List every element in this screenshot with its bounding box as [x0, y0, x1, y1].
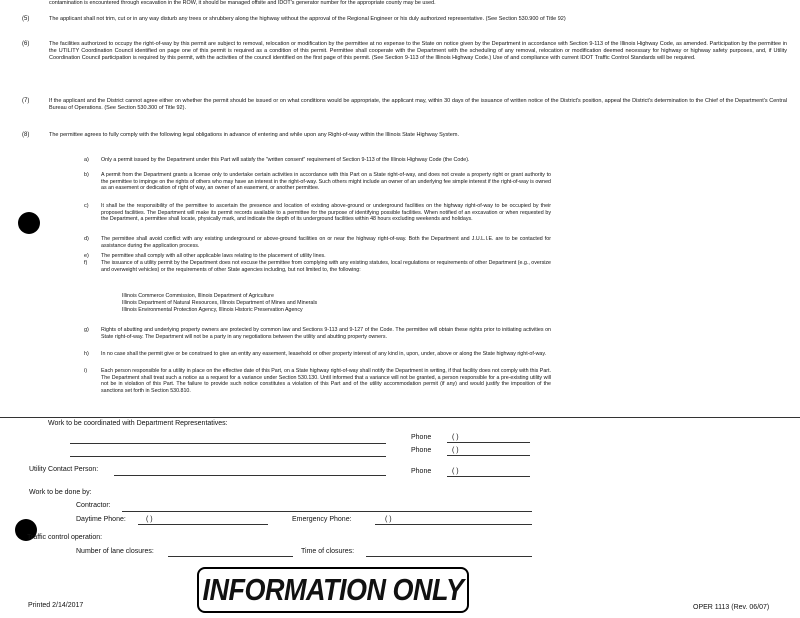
emergency-phone-field[interactable] — [375, 524, 532, 525]
subitem-letter-a: a) — [84, 157, 89, 163]
phone-paren-2[interactable]: ( ) — [452, 447, 459, 454]
item-number-6: (6) — [22, 41, 30, 47]
subitem-i-text: Each person responsible for a utility in place on the effective date of this Part, on a State highway right-of-way shall notify the Department in writing, if that facility does not comply with this Part. The Department shall treat such a notice as a request for a variance under Section 530.130. Until informed that a variance will not be granted, a person responsible for a pre-existing utility will not be in violation of this Part. The failure to provide such notice constitutes a violation of this Part and of the utility accommodation permit (if any) and would justify the imposition of the sanctions set forth in Section 530.810. — [101, 368, 551, 395]
subitem-c-text: It shall be the responsibility of the permittee to ascertain the presence and location of existing above-ground or underground facilities on the highway right-of-way to be occupied by their proposed facilities. The Department will make its permit records available to a permittee for the purpose of identifying possible facilities. When notified of an excavation or when requested by the Department, a permittee shall locate, physically mark, and indicate the depth of its underground facilities within 48 hours excluding weekends and holidays. — [101, 203, 551, 223]
contractor-field[interactable] — [122, 511, 532, 512]
item-number-5: (5) — [22, 16, 30, 22]
item-number-7: (7) — [22, 98, 30, 104]
phone-paren-3[interactable]: ( ) — [452, 468, 459, 475]
coord-field-2[interactable] — [70, 456, 386, 457]
subitem-letter-h: h) — [84, 351, 89, 357]
subitem-e-text: The permittee shall comply with all other applicable laws relating to the placement of utility lines. — [101, 253, 326, 259]
lane-closures-field[interactable] — [168, 556, 293, 557]
binder-hole-top — [18, 212, 40, 234]
agency-line-2: Illinois Department of Natural Resources, Illinois Department of Mines and Minerals — [122, 300, 318, 306]
phone-field-2[interactable] — [447, 455, 530, 456]
subitem-letter-g: g) — [84, 327, 89, 333]
utility-contact-field[interactable] — [114, 475, 386, 476]
phone-field-3[interactable] — [447, 476, 530, 477]
item-8-text: The permittee agrees to fully comply with the following legal obligations in advance of entering and while upon any Right-of-way within the Illinois State Highway System. — [49, 132, 459, 138]
lane-closures-label: Number of lane closures: — [76, 548, 154, 555]
utility-contact-label: Utility Contact Person: — [29, 466, 99, 473]
phone-paren-1[interactable]: ( ) — [452, 434, 459, 441]
subitem-a-text: Only a permit issued by the Department under this Part will satisfy the "written consent" requirement of Section 9-113 of the Illinois Highway Code (the Code). — [101, 157, 470, 163]
item-6-text: The facilities authorized to occupy the right-of-way by this permit are subject to removal, relocation or modification by the permittee at no expense to the State on notice given by the Department in accordance with Section 9-113 of the Illinois Highway Code, as amended. Participation by the permittee in the UTILITY Coordination Council identified on page one of this permit is required as a condition of this permit. Permittee shall cooperate with the Department with the scheduling of any removal, relocation or modification deemed necessary for highway or highway safety purposes, and, if Utility Coordination Council participation is required by this permit, with the activities of the council identified on the first page of this permit. (See Section 9-113 of the Illinois Highway Code.) Use of and compliance with current IDOT Traffic Control Standards will be required. — [49, 41, 787, 61]
time-closures-label: Time of closures: — [301, 548, 355, 555]
agency-line-3: Illinois Environmental Protection Agency, Illinois Historic Preservation Agency — [122, 307, 303, 313]
information-only-stamp — [197, 567, 469, 613]
daytime-phone-label: Daytime Phone: — [76, 516, 126, 523]
item-7-text: If the applicant and the District cannot agree either on whether the permit should be issued or on what conditions would be appropriate, the applicant may, within 30 days of the issuance of written notice of the District's position, appeal the District's determination to the Chief of the Department's Central Bureau of Operations. (See Section 530.300 of Title 92). — [49, 98, 787, 111]
subitem-g-text: Rights of abutting and underlying property owners are protected by common law and Sections 9-113 and 9-127 of the Code. The permittee will obtain these rights prior to initiating activities on State right-of-way. The Department will not be a party in any negotiations between the utility and abutting property owners. — [101, 327, 551, 340]
form-top-rule — [0, 417, 800, 418]
subitem-d-text: The permittee shall avoid conflict with any existing underground or above-ground facilities on or near the highway right-of-way. Both the Department and J.U.L.I.E. are to be contacted for assistance during the application process. — [101, 236, 551, 249]
information-only-text: INFORMATION ONLY — [202, 572, 464, 607]
time-closures-field[interactable] — [366, 556, 532, 557]
work-by-label: Work to be done by: — [29, 489, 92, 496]
phone-field-1[interactable] — [447, 442, 530, 443]
coord-field-1[interactable] — [70, 443, 386, 444]
subitem-b-text: A permit from the Department grants a license only to undertake certain activities in accordance with this Part on a State right-of-way, and does not create a property right or grant authority to the permittee to impinge on the rights of others who may have an interest in the right-of-way. Such others might include an owner of an underlying fee simple interest if the right-of-way is owned as an easement or dedication of right of way, an owner of an easement, or another permittee. — [101, 172, 551, 192]
subitem-letter-e: e) — [84, 253, 89, 259]
emergency-phone-paren[interactable]: ( ) — [385, 516, 392, 523]
form-number: OPER 1113 (Rev. 06/07) — [693, 604, 770, 611]
traffic-control-label: Traffic control operation: — [27, 534, 103, 541]
subitem-letter-d: d) — [84, 236, 89, 242]
agency-line-1: Illinois Commerce Commission, Illinois Department of Agriculture — [122, 293, 274, 299]
item-5-text: The applicant shall not trim, cut or in any way disturb any trees or shrubbery along the highway without the approval of the Regional Engineer or his duly authorized representative. (See Section 530.900 of Title 92) — [49, 16, 566, 22]
subitem-letter-i: i) — [84, 368, 88, 374]
subitem-letter-f: f) — [84, 260, 88, 266]
coord-label: Work to be coordinated with Department Representatives: — [48, 420, 228, 427]
subitem-h-text: In no case shall the permit give or be construed to give an entity any easement, leasehold or other property interest of any kind in, upon, under, above or along the State highway right-of-way. — [101, 351, 547, 357]
subitem-f-text: The issuance of a utility permit by the Department does not excuse the permittee from complying with any existing statutes, local regulations or requirements of other Department (e.g., oversize and overweight vehicles) or the requirements of other State agencies including, but not limited to, the following: — [101, 260, 551, 273]
item-number-8: (8) — [22, 132, 30, 138]
daytime-phone-field[interactable] — [138, 524, 268, 525]
top-line-text: contamination is encountered through excavation in the ROW, it should be managed offsite and IDOT's generator number for the appropriate county may be used. — [49, 0, 436, 6]
subitem-letter-c: c) — [84, 203, 89, 209]
printed-date: Printed 2/14/2017 — [28, 602, 84, 609]
subitem-letter-b: b) — [84, 172, 89, 178]
phone-label-2: Phone — [411, 447, 432, 454]
phone-label-3: Phone — [411, 468, 432, 475]
emergency-phone-label: Emergency Phone: — [292, 516, 352, 523]
daytime-phone-paren[interactable]: ( ) — [146, 516, 153, 523]
contractor-label: Contractor: — [76, 502, 111, 509]
phone-label-1: Phone — [411, 434, 432, 441]
